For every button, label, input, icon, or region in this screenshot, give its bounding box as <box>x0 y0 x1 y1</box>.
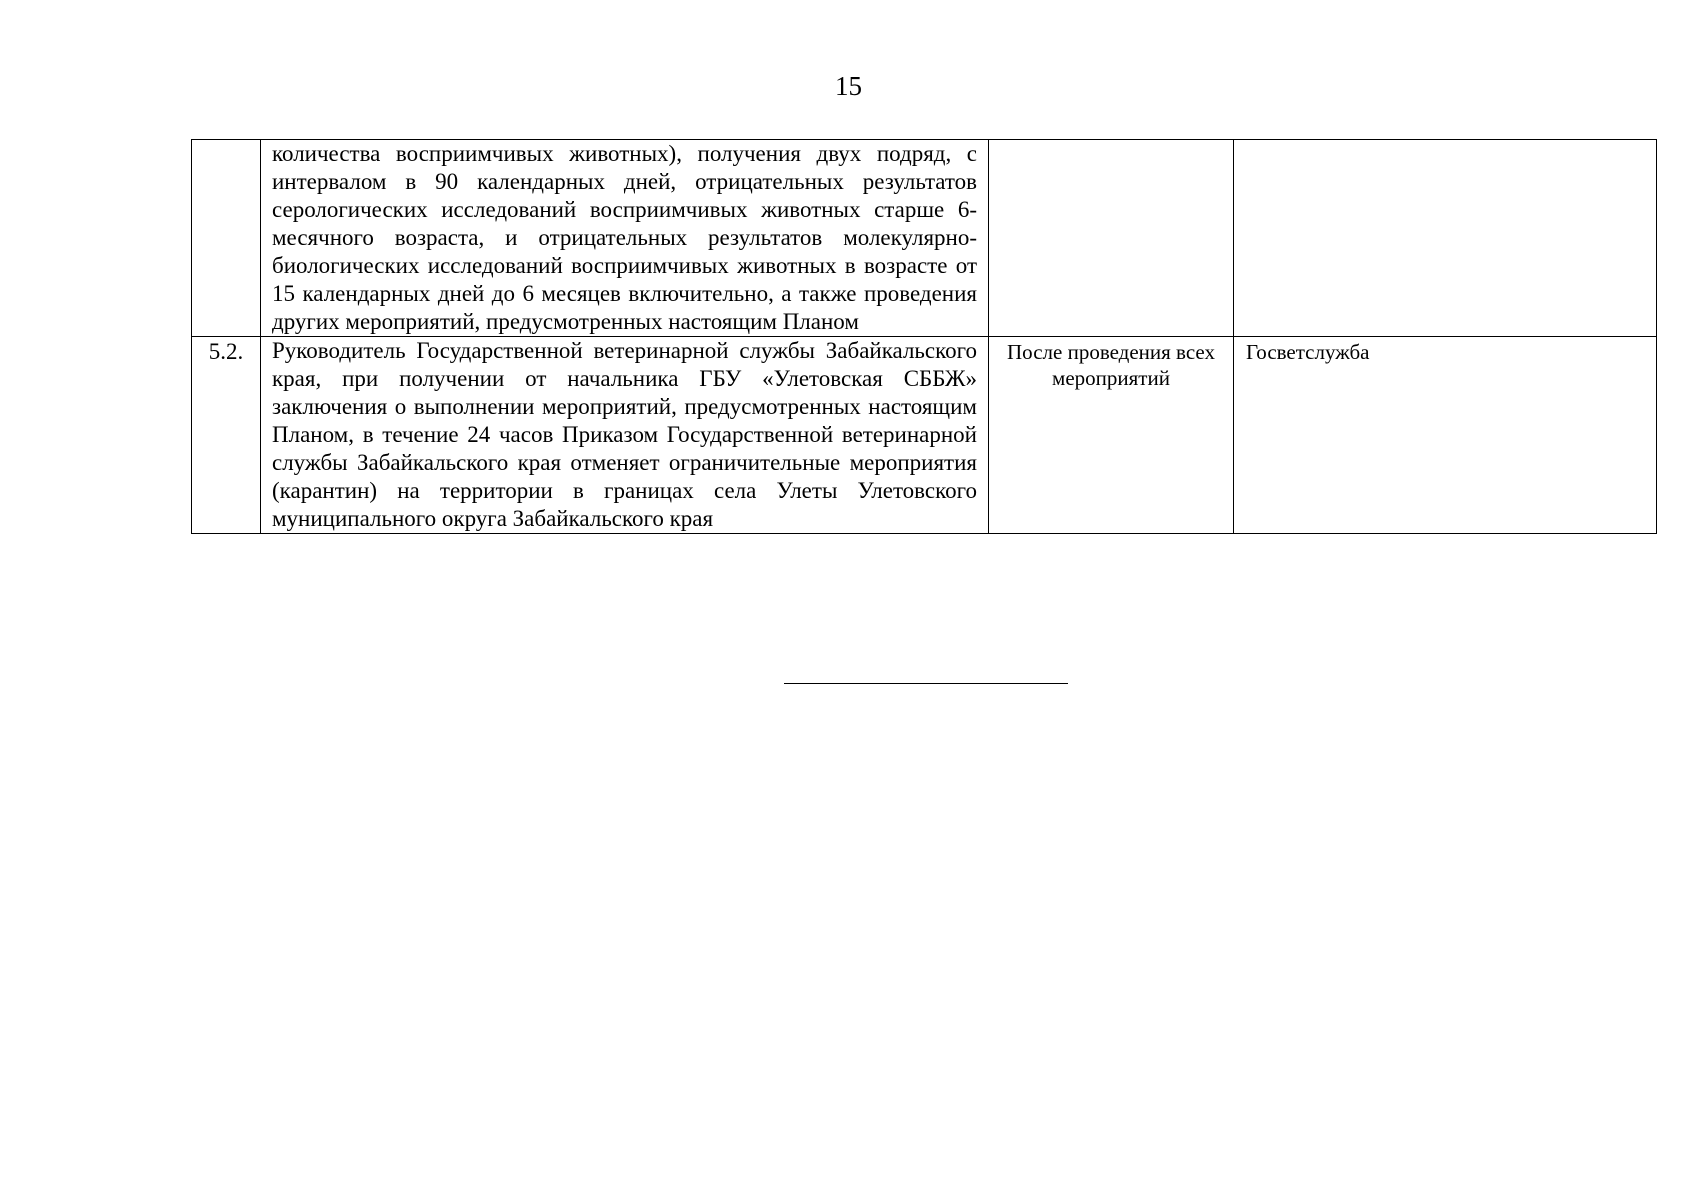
end-of-document-rule <box>784 683 1068 684</box>
row-description-cell: количества восприимчивых животных), получения двух подряд, с интервалом в 90 календарных дней, отрицательных результатов серологических исследований восприимчивых животных старше 6-месячного возраста, и отрицательных результатов молекулярно-биологических исследований восприимчивых животных в возрасте от 15 календарных дней до 6 месяцев включительно, а также проведения других мероприятий, предусмотренных настоящим Планом <box>261 140 989 337</box>
row-number-cell <box>192 140 261 337</box>
plan-table <box>191 139 1657 534</box>
row-description-cell: Руководитель Государственной ветеринарной службы Забайкальского края, при получении от начальника ГБУ «Улетовская СББЖ» заключения о выполнении мероприятий, предусмотренных настоящим Планом, в течение 24 часов Приказом Государственной ветеринарной службы Забайкальского края отменяет ограничительные мероприятия (карантин) на территории в границах села Улеты Улетовского муниципального округа Забайкальского края <box>261 337 989 534</box>
page-number: 15 <box>835 71 862 101</box>
row-responsible-cell: Госветслужба <box>1234 337 1657 534</box>
table-row <box>192 140 1657 337</box>
table-row <box>192 337 1657 534</box>
row-number-cell: 5.2. <box>192 337 261 534</box>
row-responsible-cell <box>1234 140 1657 337</box>
row-deadline-cell <box>989 140 1234 337</box>
row-deadline-cell: После проведения всех мероприятий <box>989 337 1234 534</box>
